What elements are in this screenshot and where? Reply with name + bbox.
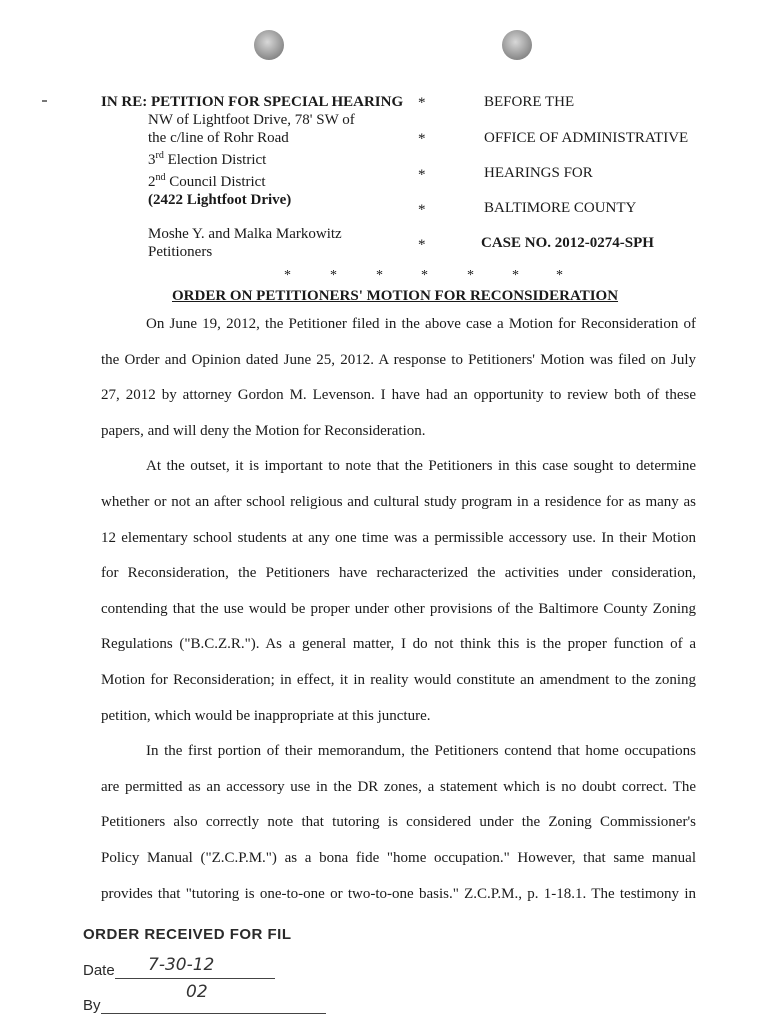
paragraph-3 [101,743,696,921]
text-line: the Order and Opinion dated June 25, 2012. A response to Petitioners' Motion was filed on July [101,351,696,368]
case-number: CASE NO. 2012-0274-SPH [481,235,654,251]
punch-hole-left [254,30,284,60]
court-line: HEARINGS FOR [484,165,593,181]
text-line: On June 19, 2012, the Petitioner filed in the above case a Motion for Reconsideration of [146,316,696,332]
text-line: provides that "tutoring is one-to-one or two-to-one basis." Z.C.P.M., p. 1-18.1. The testimony in [101,885,696,902]
paragraph-1 [101,316,696,458]
caption-election-district: 3rd Election District [148,150,267,168]
court-line: OFFICE OF ADMINISTRATIVE [484,130,689,146]
document-page: IN RE: PETITION FOR SPECIAL HEARING NW of Lightfoot Drive, 78' SW of the c/line of Rohr Road 3rd Election District 2nd Council District (2422 Lightfoot Drive) Moshe Y. and Malka Markowitz Petitioners * * * * * BEFORE THE OFFICE OF ADMINISTRATIVE HEARINGS FOR BALTIMORE COUNTY CASE NO. 2012-0274-SPH * * * * * * * ORDER ON PETITIONERS' MOTION FOR RECONSIDERATION On June 19, 2012, the Petitioner filed in the above case a Motion for Reconsideration of the Order and Opinion dated June 25, 2012. A response to Petitioners' Motion was filed on July 27, 2012 by attorney Gordon M. Levenson. I have had an opportunity to review both of these papers, and will deny the Motion for Reconsideration. At the outset, it is important to note that the Petitioners in this case sought to determine whether or not an after school religious and cultural study program in a residence for as many as 12 elementary school students at any one time was a permissible accessory use. In their Motion for Reconsideration, the Petitioners have recharacterized the activities under consideration, contending that the use would be proper under other provisions of the Baltimore County Zoning Regulations ("B.C.Z.R."). As a general matter, I do not think this is the proper function of a Motion for Reconsideration; in effect, it in reality would constitute an amendment to the zoning petition, which would be inappropriate at this juncture. In the first portion of their memorandum, the Petitioners contend that home occupations are permitted as an accessory use in the DR zones, a statement which is no doubt correct. The Petitioners also correctly note that tutoring is considered under the Zoning Commissioner's Policy Manual ("Z.C.P.M.") as a bona fide "home occupation." However, that same manual provides that "tutoring is one-to-one or two-to-one basis." Z.C.P.M., p. 1-18.1. The testimony in ORDER RECEIVED FOR FIL Date By 7-30-12 02 [0,0,770,1024]
text-line: for Reconsideration, the Petitioners have recharacterized the activities under consideration, [101,565,696,582]
date-label: Date [83,962,115,979]
caption-address: (2422 Lightfoot Drive) [148,192,292,208]
caption-title: IN RE: PETITION FOR SPECIAL HEARING [101,94,404,110]
handwritten-initials: 02 [186,982,208,1002]
text-line: Motion for Reconsideration; in effect, it in reality would constitute an amendment to the zoning [101,671,696,688]
received-stamp: ORDER RECEIVED FOR FIL [83,926,292,943]
petitioner-names: Moshe Y. and Malka Markowitz [148,226,342,242]
text-line: Petitioners also correctly note that tutoring is considered under the Zoning Commissioner's [101,814,696,831]
order-heading: ORDER ON PETITIONERS' MOTION FOR RECONSIDERATION [172,288,619,304]
court-line: BEFORE THE [484,94,575,110]
by-label: By [83,997,101,1014]
scan-mark [42,100,47,102]
caption-location-line: NW of Lightfoot Drive, 78' SW of [148,112,355,128]
text-line: whether or not an after school religious and cultural study program in a residence for as many as [101,493,696,510]
caption-council-district: 2nd Council District [148,172,266,190]
text-line: contending that the use would be proper under other provisions of the Baltimore County Zoning [101,600,696,617]
handwritten-date: 7-30-12 [148,955,215,975]
text-line: At the outset, it is important to note that the Petitioners in this case sought to determine [146,458,696,475]
case-caption [101,93,403,261]
text-line: are permitted as an accessory use in the DR zones, a statement which is no doubt correct. The [101,778,696,795]
caption-location-line: the c/line of Rohr Road [148,130,289,146]
text-line: Policy Manual ("Z.C.P.M.") as a bona fide "home occupation." However, that same manual [101,849,696,866]
paragraph-2 [101,458,696,743]
text-line: 27, 2012 by attorney Gordon M. Levenson. I have had an opportunity to review both of these [101,387,696,404]
text-line: papers, and will deny the Motion for Reconsideration. [101,422,426,439]
text-line: In the first portion of their memorandum, the Petitioners contend that home occupations [146,743,696,760]
text-line: petition, which would be inappropriate at this juncture. [101,707,431,724]
court-line: BALTIMORE COUNTY [484,200,637,216]
text-line: 12 elementary school students at any one time was a permissible accessory use. In their Motion [101,529,696,546]
section-divider: * * * * * * * [284,268,563,283]
order-body [101,316,696,921]
text-line: Regulations ("B.C.Z.R."). As a general matter, I do not think this is the proper function of a [101,636,696,653]
punch-hole-right [502,30,532,60]
petitioners-label: Petitioners [148,244,213,260]
